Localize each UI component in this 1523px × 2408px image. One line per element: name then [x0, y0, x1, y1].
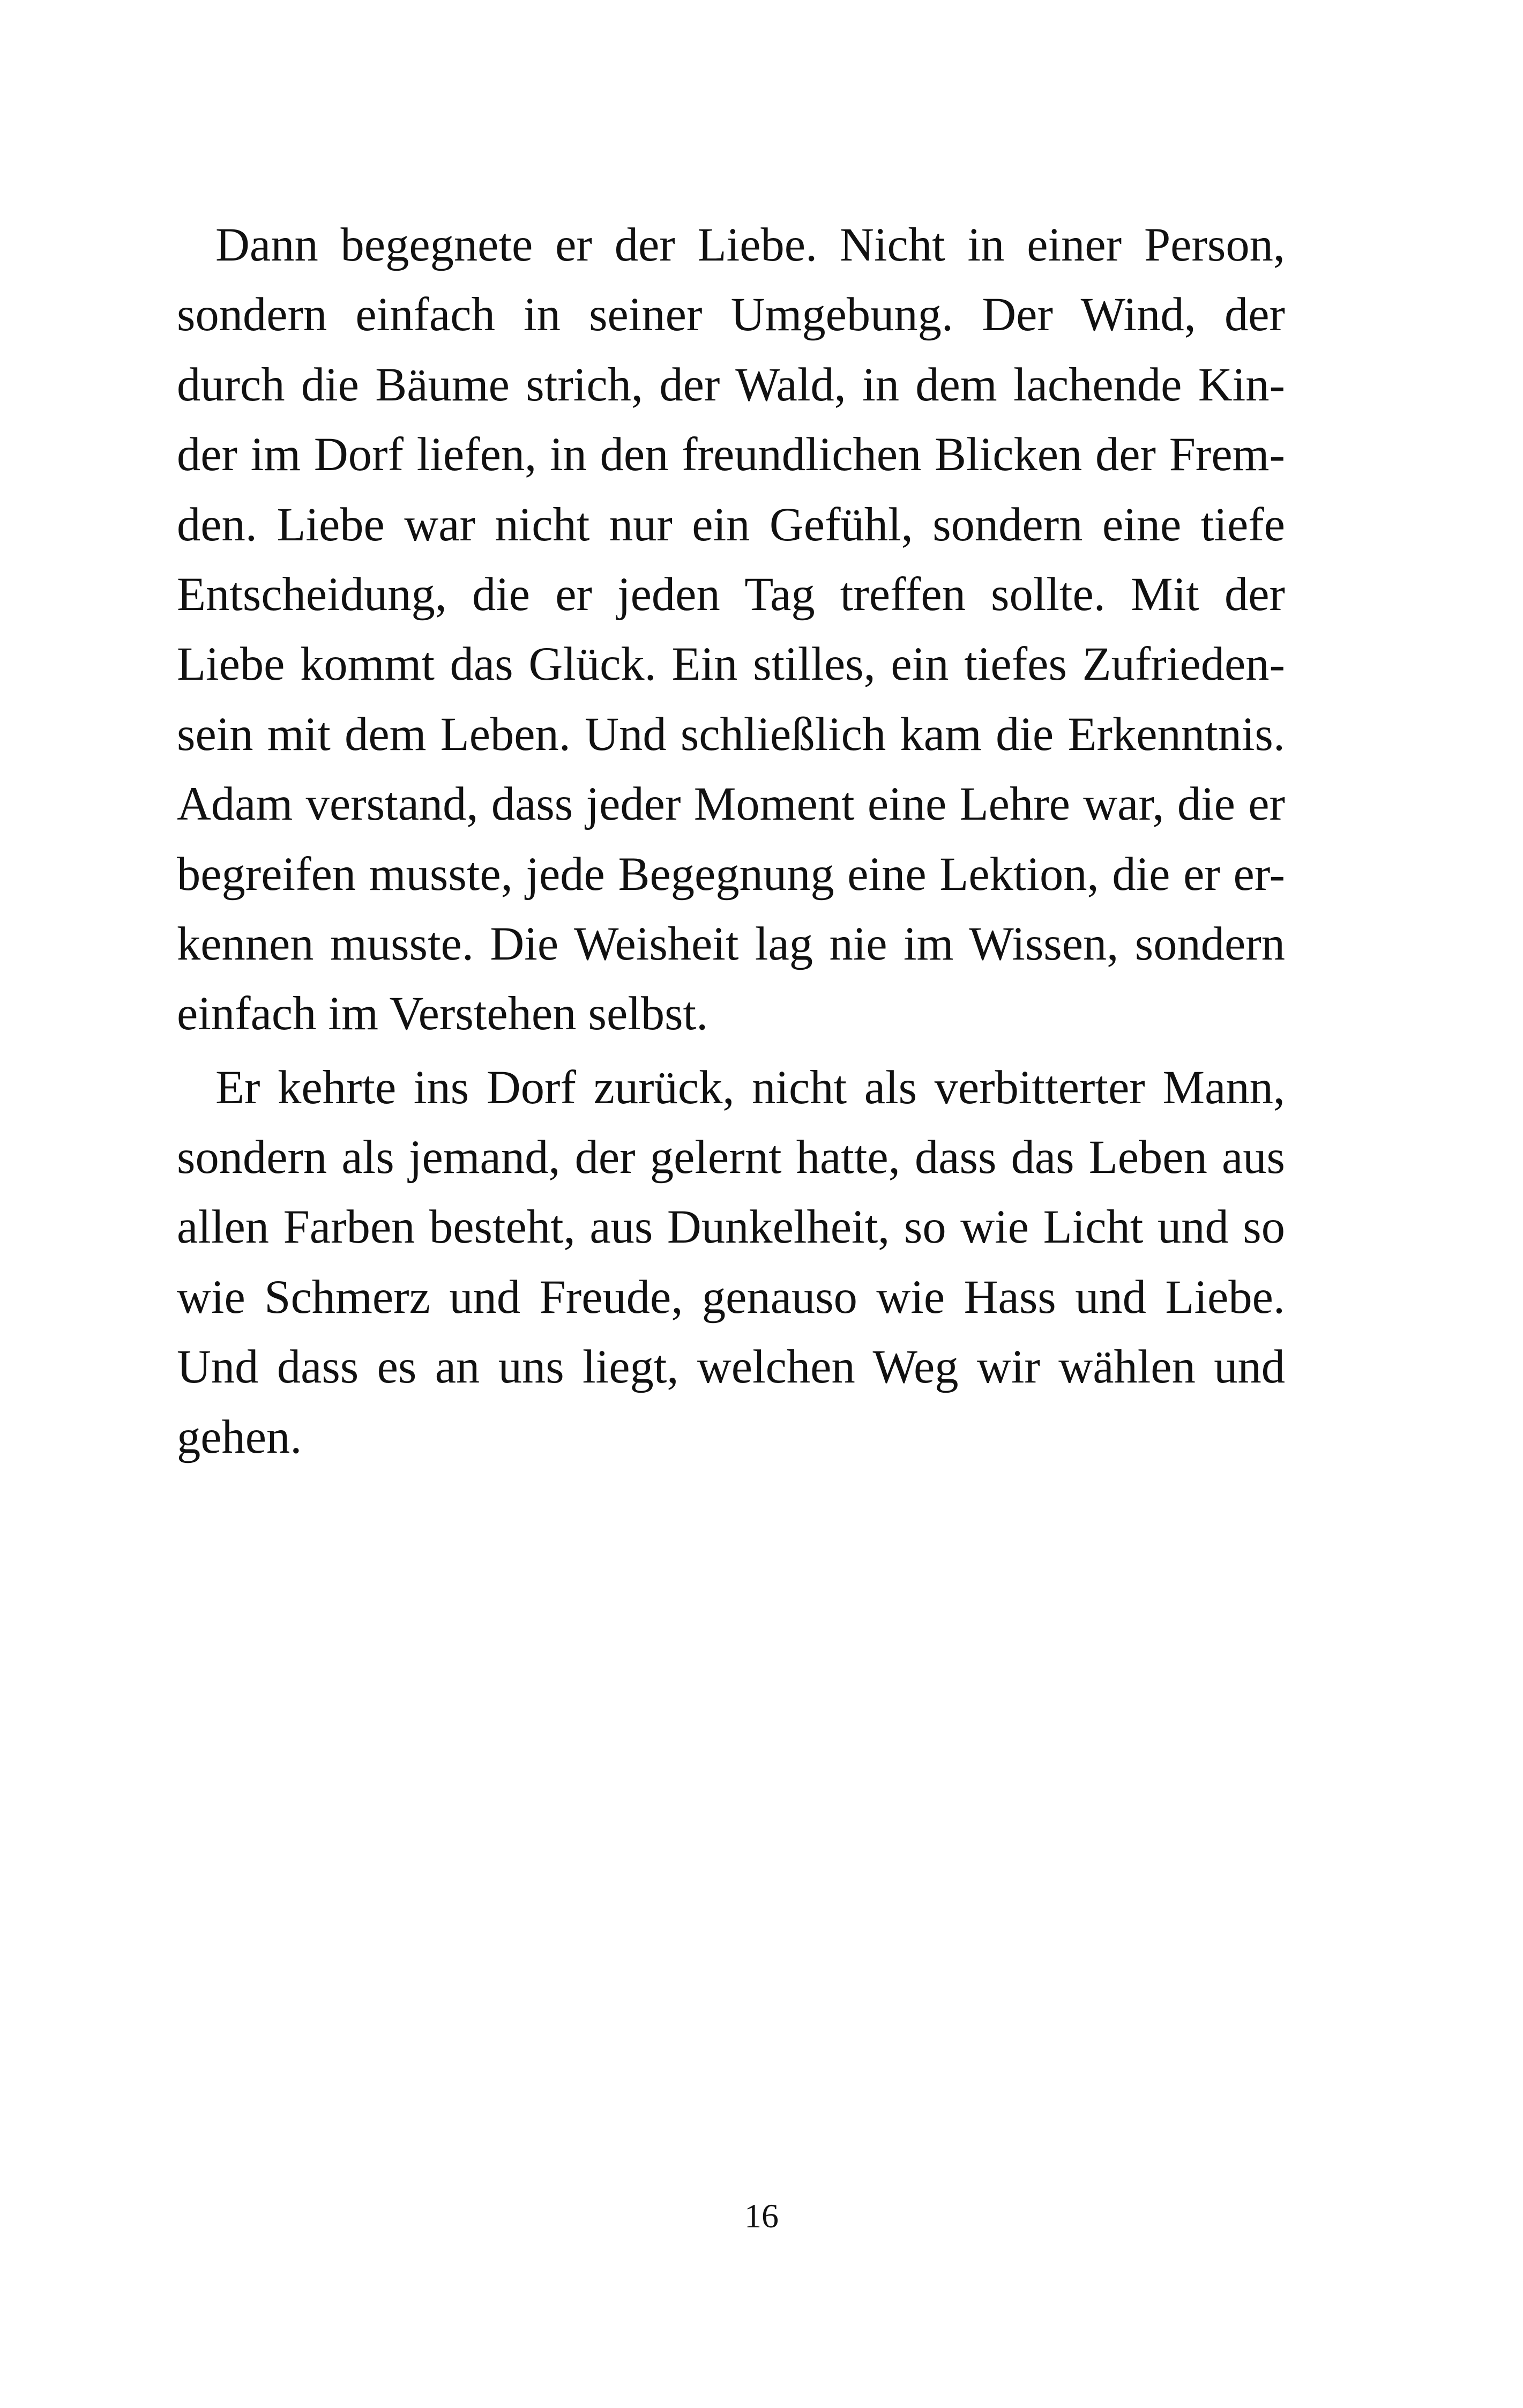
paragraph-spacer: [177, 1049, 1285, 1053]
body-text: [177, 210, 1285, 1472]
text-line: allen Farben besteht, aus Dunkelheit, so wie Licht und so: [177, 1201, 1285, 1254]
paragraph-2: [177, 1053, 1285, 1472]
text-line: Er kehrte ins Dorf zurück, nicht als verbitterter Mann,: [215, 1061, 1285, 1114]
text-line: durch die Bäume strich, der Wald, in dem lachende Kin-: [177, 358, 1285, 411]
text-line: begreifen musste, jede Begegnung eine Lektion, die er er-: [177, 848, 1285, 901]
text-line: gehen.: [177, 1410, 302, 1463]
text-line: Dann begegnete er der Liebe. Nicht in einer Person,: [215, 219, 1285, 271]
text-line: einfach im Verstehen selbst.: [177, 987, 708, 1041]
text-line: Adam verstand, dass jeder Moment eine Lehre war, die er: [177, 778, 1285, 831]
text-line: sondern einfach in seiner Umgebung. Der Wind, der: [177, 288, 1285, 341]
text-line: Entscheidung, die er jeden Tag treffen sollte. Mit der: [177, 568, 1285, 621]
text-line: wie Schmerz und Freude, genauso wie Hass und Liebe.: [177, 1270, 1285, 1324]
text-line: der im Dorf liefen, in den freundlichen Blicken der Frem-: [177, 428, 1285, 481]
text-line: sein mit dem Leben. Und schließlich kam die Erkenntnis.: [177, 708, 1285, 761]
text-line: Liebe kommt das Glück. Ein stilles, ein tiefes Zufrieden-: [177, 638, 1285, 691]
text-line: sondern als jemand, der gelernt hatte, dass das Leben aus: [177, 1131, 1285, 1184]
text-line: den. Liebe war nicht nur ein Gefühl, sondern eine tiefe: [177, 498, 1285, 551]
text-line: Und dass es an uns liegt, welchen Weg wir wählen und: [177, 1341, 1285, 1394]
text-line: kennen musste. Die Weisheit lag nie im Wissen, sondern: [177, 917, 1285, 970]
page-number: 16: [744, 2197, 779, 2235]
paragraph-1: [177, 210, 1285, 1049]
